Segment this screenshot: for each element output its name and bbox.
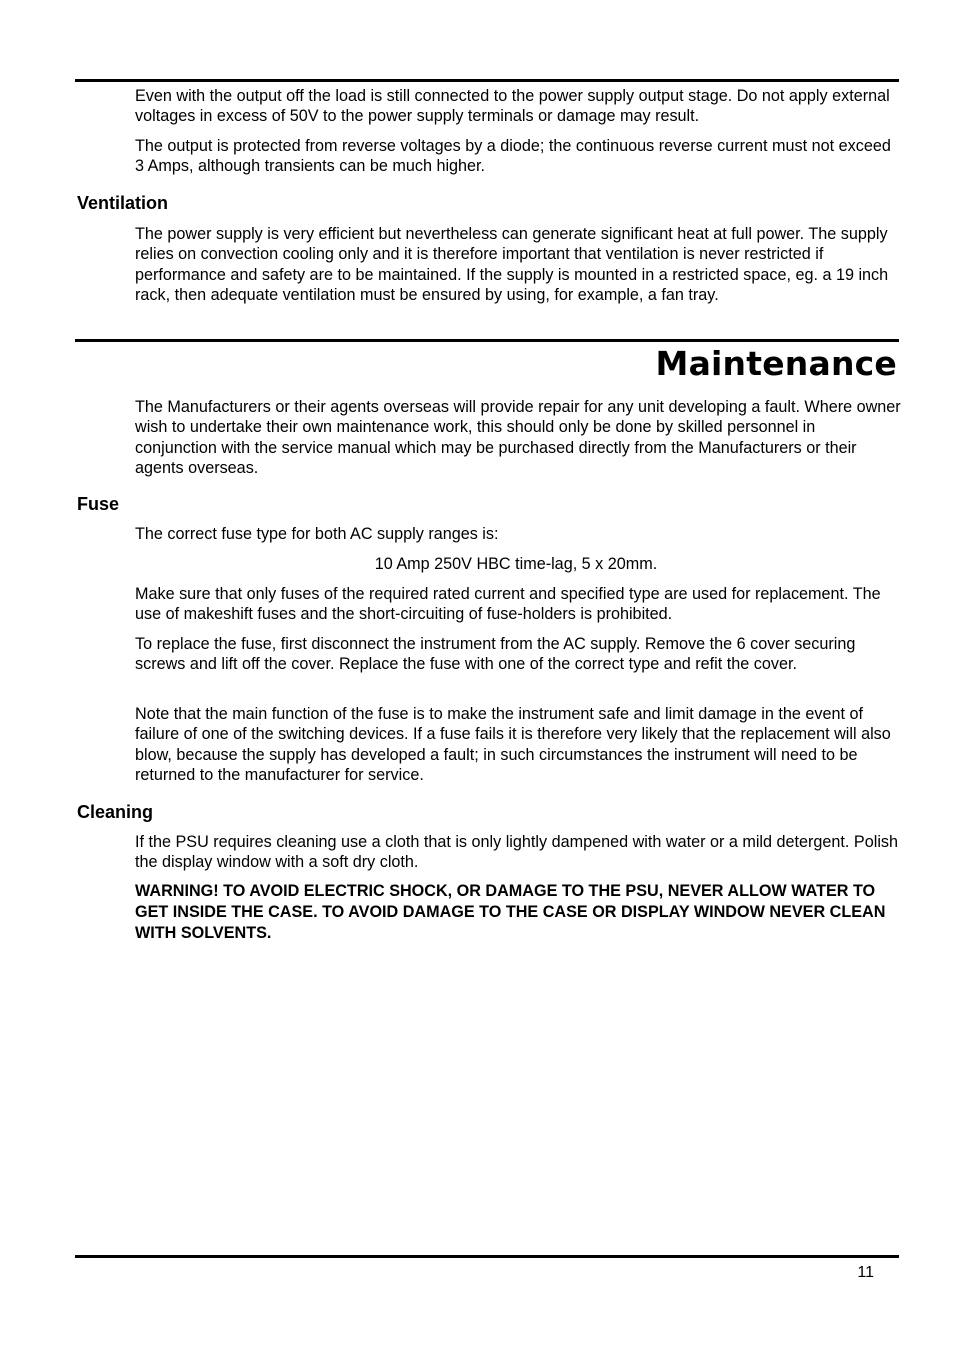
fuse-spec: 10 Amp 250V HBC time-lag, 5 x 20mm. [374, 555, 658, 573]
top-divider [75, 79, 899, 82]
fuse-function-paragraph: Note that the main function of the fuse is to make the instrument safe and limit damage in the event of failure of one of the switching devices. If a fuse fails it is therefore very likely that the replacement will also blow, because the supply has developed a fault; in such circumstances the instrument will need to be returned to the manufacturer for service. [135, 705, 891, 785]
fuse-replacement-paragraph: Make sure that only fuses of the required rated current and specified type are used for replacement. The use of makeshift fuses and the short-circuiting of fuse-holders is prohibited. [135, 585, 881, 624]
intro-paragraph-output-off: Even with the output off the load is still connected to the power supply output stage. Do not apply external voltages in excess of 50V to the power supply terminals or damage may result. [135, 87, 890, 126]
maintenance-paragraph: The Manufacturers or their agents overseas will provide repair for any unit developing a fault. Where owner wish to undertake their own maintenance work, this should only be done by skilled personnel in conjunction with the service manual which may be purchased directly from the Manufacturers or their agents overseas. [135, 398, 901, 478]
fuse-heading: Fuse [77, 494, 120, 514]
cleaning-heading: Cleaning [77, 802, 154, 822]
fuse-intro-paragraph: The correct fuse type for both AC supply ranges is: [135, 525, 499, 543]
ventilation-heading: Ventilation [77, 193, 169, 213]
maintenance-title: Maintenance [655, 344, 897, 383]
fuse-procedure-paragraph: To replace the fuse, first disconnect the instrument from the AC supply. Remove the 6 cover securing screws and lift off the cover. Replace the fuse with one of the correct type and refit the cover. [135, 635, 856, 674]
ventilation-paragraph: The power supply is very efficient but nevertheless can generate significant heat at full power. The supply relies on convection cooling only and it is therefore important that ventilation is never restricted if performance and safety are to be maintained. If the supply is mounted in a restricted space, eg. a 19 inch rack, then adequate ventilation must be ensured by using, for example, a fan tray. [135, 225, 889, 305]
footer-divider [75, 1255, 899, 1258]
section-divider [75, 339, 899, 342]
intro-paragraph-reverse-voltage: The output is protected from reverse voltages by a diode; the continuous reverse current must not exceed 3 Amps, although transients can be much higher. [135, 137, 891, 176]
cleaning-warning: WARNING! TO AVOID ELECTRIC SHOCK, OR DAMAGE TO THE PSU, NEVER ALLOW WATER TO GET INSIDE THE CASE. TO AVOID DAMAGE TO THE CASE OR DISPLAY WINDOW NEVER CLEAN WITH SOLVENTS. [135, 882, 886, 942]
cleaning-paragraph: If the PSU requires cleaning use a cloth that is only lightly dampened with water or a mild detergent. Polish the display window with a soft dry cloth. [135, 833, 899, 872]
page-number: 11 [857, 1264, 874, 1281]
